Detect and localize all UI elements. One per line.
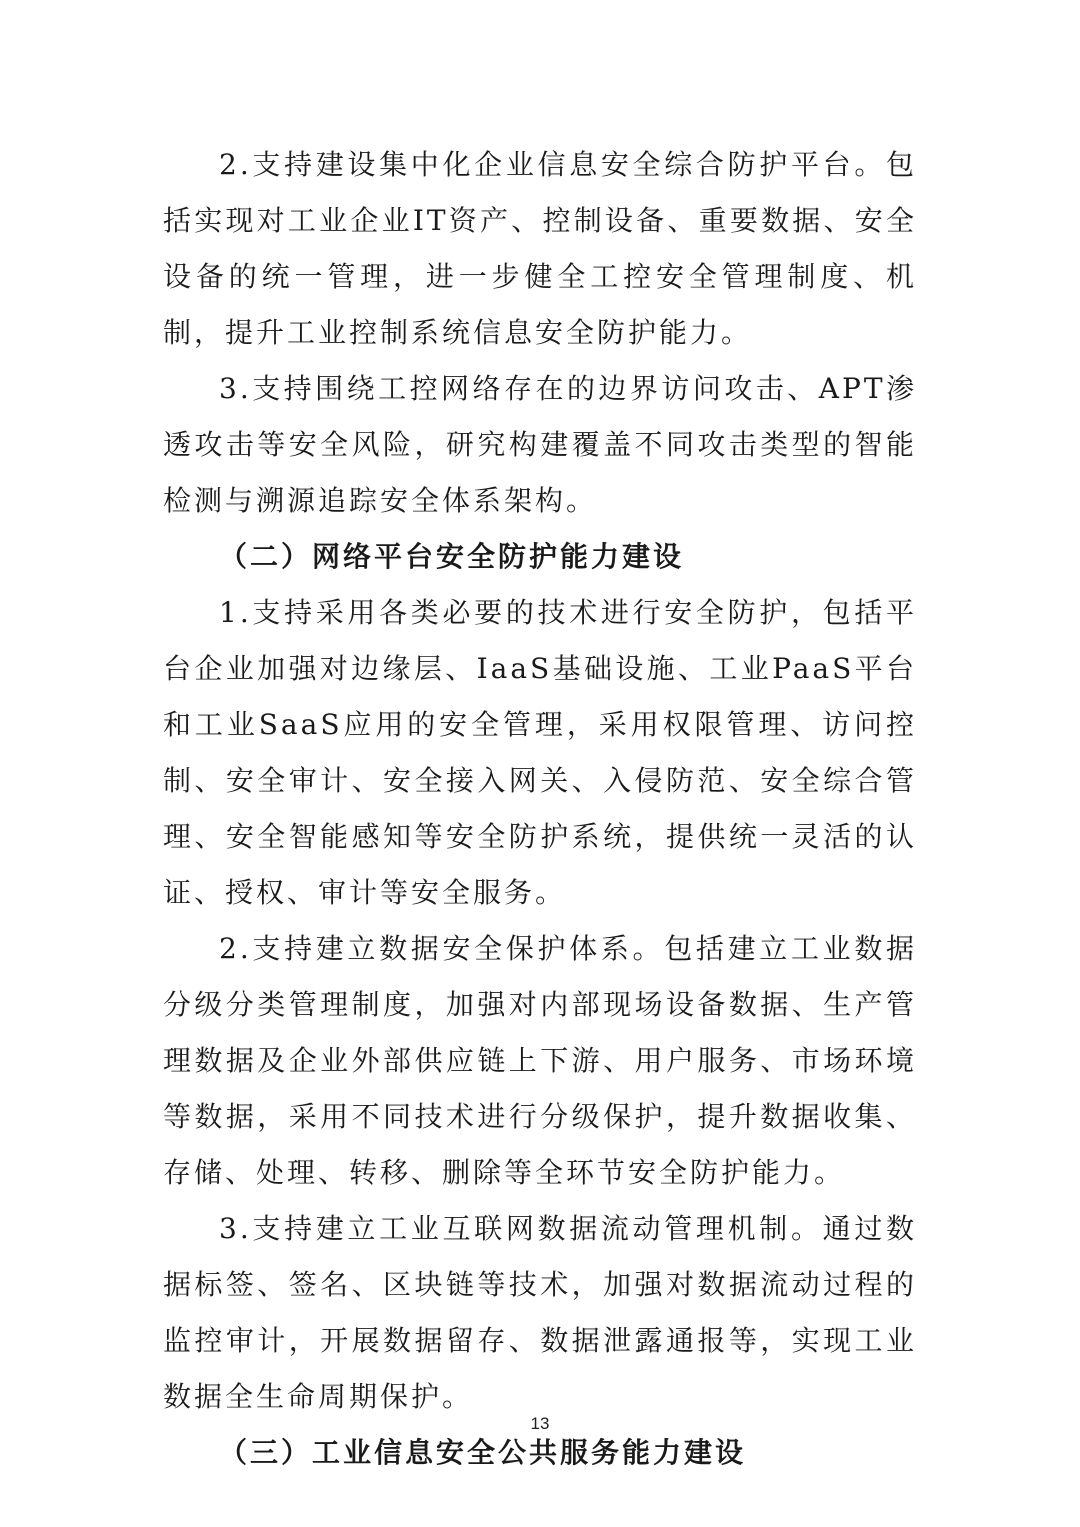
section-heading-public-service: （三）工业信息安全公共服务能力建设 — [219, 1436, 747, 1469]
paragraph-item-2-data-security: 2.支持建立数据安全保护体系。包括建立工业数据分级分类管理制度，加强对内部现场设备数据、生产管理数据及企业外部供应链上下游、用户服务、市场环境等数据，采用不同技术进行分级保护，提升数据收集、存储、处理、转移、删除等全环节安全防护能力。 — [163, 932, 917, 1189]
document-body — [163, 137, 917, 1481]
paragraph-item-3-detection: 3.支持围绕工控网络存在的边界访问攻击、APT渗透攻击等安全风险，研究构建覆盖不同攻击类型的智能检测与溯源追踪安全体系架构。 — [163, 372, 917, 517]
paragraph-item-2-platform: 2.支持建设集中化企业信息安全综合防护平台。包括实现对工业企业IT资产、控制设备、重要数据、安全设备的统一管理，进一步健全工控安全管理制度、机制，提升工业控制系统信息安全防护能力。 — [163, 148, 917, 349]
section-heading-network-platform: （二）网络平台安全防护能力建设 — [219, 540, 685, 573]
page-number: 13 — [530, 1414, 550, 1433]
paragraph-item-3-data-flow: 3.支持建立工业互联网数据流动管理机制。通过数据标签、签名、区块链等技术，加强对数据流动过程的监控审计，开展数据留存、数据泄露通报等，实现工业数据全生命周期保护。 — [163, 1212, 917, 1413]
paragraph-item-1-protection: 1.支持采用各类必要的技术进行安全防护，包括平台企业加强对边缘层、IaaS基础设施、工业PaaS平台和工业SaaS应用的安全管理，采用权限管理、访问控制、安全审计、安全接入网关、入侵防范、安全综合管理、安全智能感知等安全防护系统，提供统一灵活的认证、授权、审计等安全服务。 — [163, 596, 917, 909]
